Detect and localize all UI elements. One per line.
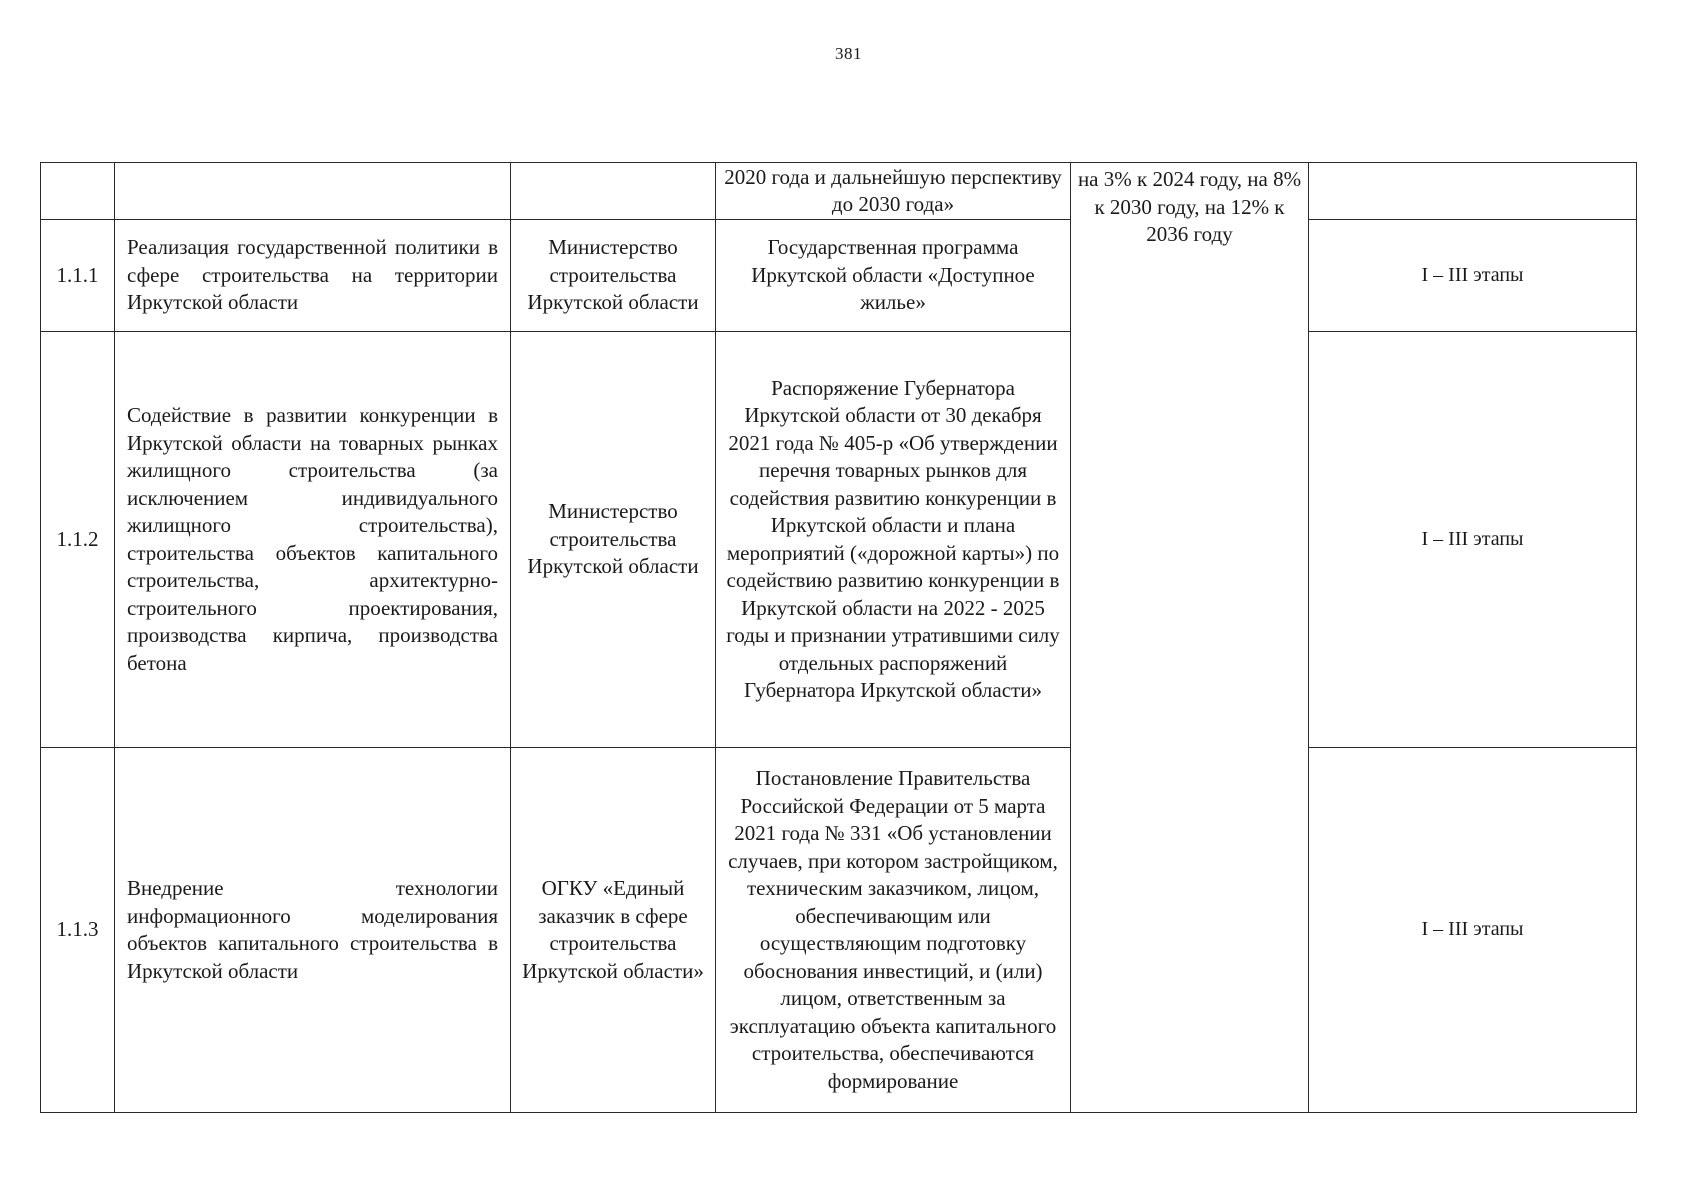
row-measure-name: Реализация государственной политики в сфере строительства на территории Иркутской области: [115, 220, 511, 332]
table-row: [41, 220, 1637, 332]
table-row: [41, 332, 1637, 748]
row-number: 1.1.2: [41, 332, 115, 748]
page-number: 381: [835, 44, 862, 63]
row-source-document: Распоряжение Губернатора Иркутской области от 30 декабря 2021 года № 405-р «Об утверждении перечня товарных рынков для содействия развитию конкуренции в Иркутской области и плана мероприятий («дорожной карты») по содействию развитию конкуренции в Иркутской области на 2022 - 2025 годы и признании утратившими силу отдельных распоряжений Губернатора Иркутской области»: [716, 332, 1071, 748]
row-number: 1.1.1: [41, 220, 115, 332]
cell-indicator-target: на 3% к 2024 году, на 8% к 2030 году, на 12% к 2036 году: [1071, 163, 1309, 1113]
row-executor: Министерство строительства Иркутской области: [511, 332, 716, 748]
row-number: 1.1.3: [41, 748, 115, 1113]
table-row-continuation: [41, 163, 1637, 220]
cell-source-continued: 2020 года и дальнейшую перспективу до 2030 года»: [716, 163, 1071, 220]
row-stages: I – III этапы: [1309, 748, 1637, 1113]
row-measure-name: Внедрение технологии информационного моделирования объектов капитального строительства в Иркутской области: [115, 748, 511, 1113]
row-stages: I – III этапы: [1309, 220, 1637, 332]
row-source-document: Государственная программа Иркутской области «Доступное жилье»: [716, 220, 1071, 332]
cell-name-empty: [115, 163, 511, 220]
cell-executor-empty: [511, 163, 716, 220]
row-measure-name: Содействие в развитии конкуренции в Иркутской области на товарных рынках жилищного строительства (за исключением индивидуального жилищного строительства), строительства объектов капитального строительства, архитектурно-строительного проектирования, производства кирпича, производства бетона: [115, 332, 511, 748]
cell-stages-empty: [1309, 163, 1637, 220]
measures-table: [40, 162, 1637, 1113]
table-row: [41, 748, 1637, 1113]
row-executor: Министерство строительства Иркутской области: [511, 220, 716, 332]
row-source-document: Постановление Правительства Российской Федерации от 5 марта 2021 года № 331 «Об установлении случаев, при котором застройщиком, техническим заказчиком, лицом, обеспечивающим или осуществляющим подготовку обоснования инвестиций, и (или) лицом, ответственным за эксплуатацию объекта капитального строительства, обеспечиваются формирование: [716, 748, 1071, 1113]
row-stages: I – III этапы: [1309, 332, 1637, 748]
cell-num-empty: [41, 163, 115, 220]
row-executor: ОГКУ «Единый заказчик в сфере строительства Иркутской области»: [511, 748, 716, 1113]
